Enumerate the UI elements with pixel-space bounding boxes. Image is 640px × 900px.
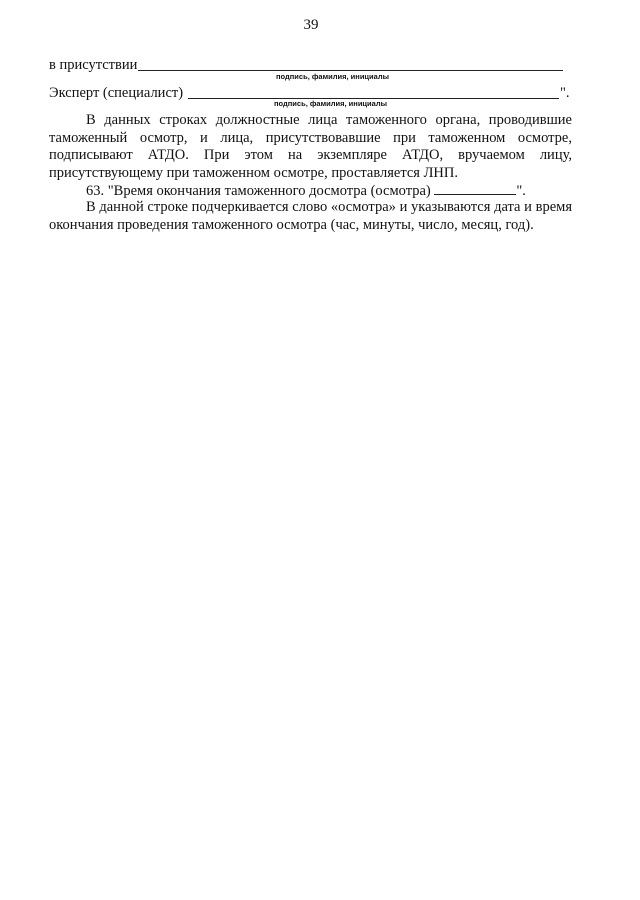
expert-label: Эксперт (специалист): [49, 85, 184, 101]
witness-label: в присутствии: [49, 57, 138, 73]
page-number: 39: [303, 17, 319, 33]
item-63-text: 63. "Время окончания таможенного досмотра (осмотра): [86, 183, 431, 199]
signing-instructions-paragraph: В данных строках должностные лица таможенного органа, проводившие таможенный осмотр, и лица, присутствовавшие при таможенном осмотре, подписывают АТДО. При этом на экземпляре АТДО, вручаемом лицу, присутствующему при таможенном осмотре, проставляется ЛНП.: [49, 112, 572, 181]
end-time-instructions-paragraph: В данной строке подчеркивается слово «осмотра» и указываются дата и время окончания проведения таможенного осмотра (час, минуты, число, месяц, год).: [49, 199, 572, 233]
item-63-blank-rule: [434, 182, 516, 195]
item-63-line: [49, 182, 572, 201]
expert-line-closing-quote: ".: [560, 85, 570, 101]
witness-signature-rule: [138, 70, 563, 71]
item-63-closing-quote: ".: [516, 183, 526, 199]
expert-signature-caption: подпись, фамилия, инициалы: [274, 99, 387, 108]
witness-signature-caption: подпись, фамилия, инициалы: [276, 72, 389, 81]
